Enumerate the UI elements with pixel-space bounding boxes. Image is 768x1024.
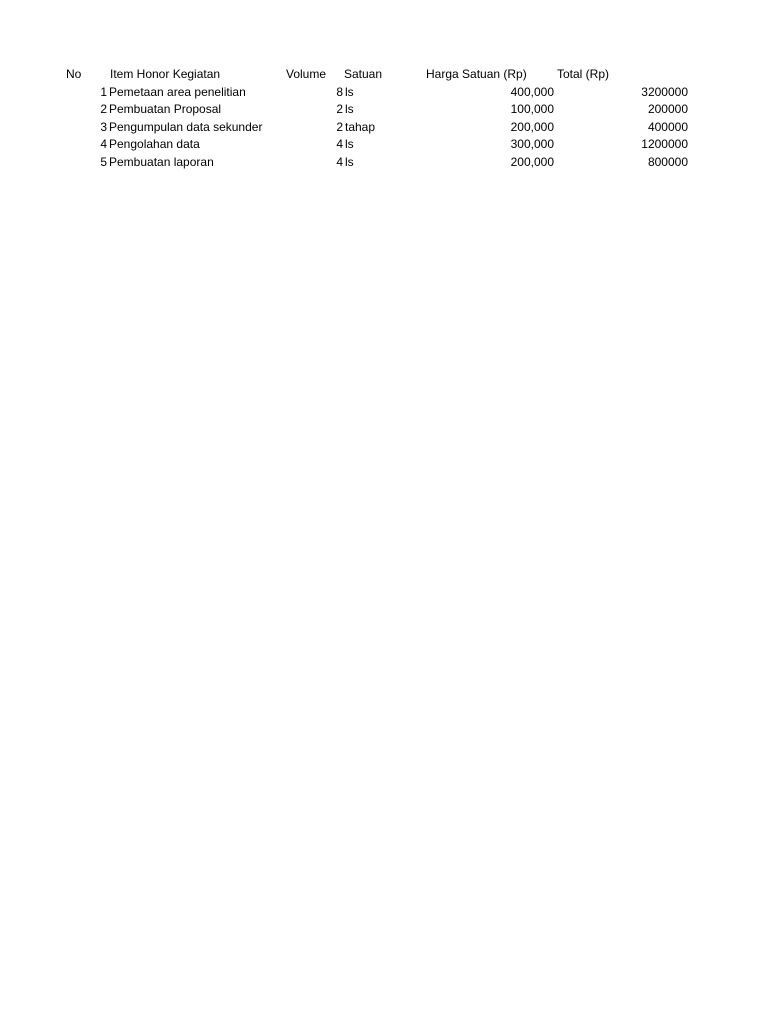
cell-total: 1200000 [641, 137, 688, 151]
cell-total: 3200000 [641, 85, 688, 99]
cell-no: 5 [100, 155, 107, 169]
cell-volume: 2 [336, 120, 343, 134]
cell-harga-satuan: 200,000 [510, 155, 554, 169]
table-row [0, 100, 768, 118]
table-row [0, 135, 768, 153]
cell-volume: 4 [336, 137, 343, 151]
header-item: Item Honor Kegiatan [110, 67, 221, 81]
table-row [0, 83, 768, 101]
cell-item: Pemetaan area penelitian [109, 85, 246, 99]
cell-no: 1 [100, 85, 107, 99]
table-header-row [0, 65, 768, 83]
cell-item: Pengumpulan data sekunder [109, 120, 263, 134]
header-harga-satuan: Harga Satuan (Rp) [426, 67, 527, 81]
cell-harga-satuan: 300,000 [510, 137, 554, 151]
cell-no: 4 [100, 137, 107, 151]
cell-item: Pengolahan data [109, 137, 200, 151]
cell-volume: 4 [336, 155, 343, 169]
cell-no: 3 [100, 120, 107, 134]
cell-satuan: tahap [345, 120, 376, 134]
cell-satuan: ls [345, 155, 354, 169]
table-row [0, 153, 768, 171]
cell-volume: 2 [336, 102, 343, 116]
cell-harga-satuan: 400,000 [510, 85, 554, 99]
header-volume: Volume [286, 67, 327, 81]
cell-total: 400000 [647, 120, 688, 134]
cell-total: 800000 [647, 155, 688, 169]
cell-satuan: ls [345, 85, 354, 99]
table-row [0, 118, 768, 136]
cell-no: 2 [100, 102, 107, 116]
header-satuan: Satuan [344, 67, 383, 81]
cell-harga-satuan: 200,000 [510, 120, 554, 134]
cell-volume: 8 [336, 85, 343, 99]
header-total: Total (Rp) [557, 67, 610, 81]
cell-satuan: ls [345, 137, 354, 151]
cell-item: Pembuatan laporan [109, 155, 214, 169]
cell-satuan: ls [345, 102, 354, 116]
cell-total: 200000 [647, 102, 688, 116]
header-no: No [66, 67, 82, 81]
cell-harga-satuan: 100,000 [510, 102, 554, 116]
cell-item: Pembuatan Proposal [109, 102, 222, 116]
